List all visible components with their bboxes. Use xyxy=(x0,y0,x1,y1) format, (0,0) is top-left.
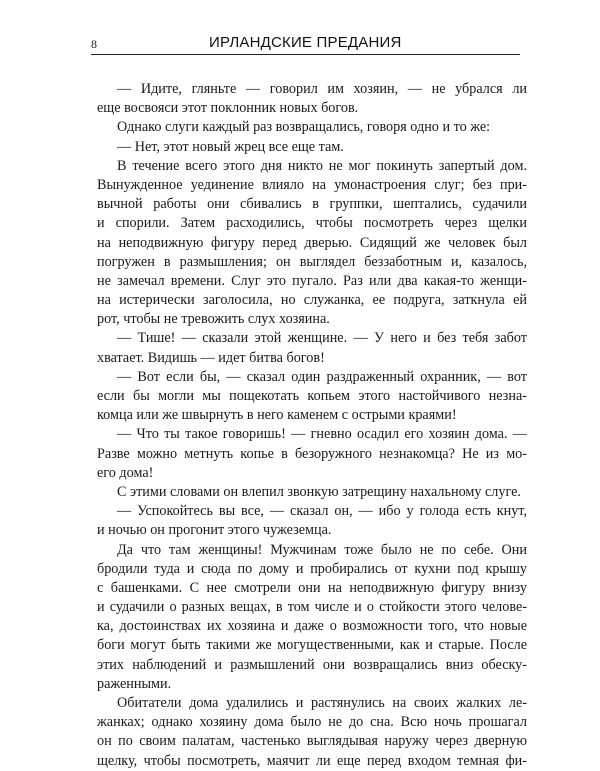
text-line: еще восвояси этот поклонник новых богов. xyxy=(97,100,359,117)
running-header xyxy=(91,34,520,55)
text-line: раженными. xyxy=(97,675,172,692)
text-line: если бы могли мы пощекотать копьем этого настойчивого незна- xyxy=(97,388,527,404)
text-line: Обитатели дома удалились и растянулись на своих жалких ле- xyxy=(117,695,527,711)
text-line: — Идите, гляньте — говорил им хозяин, — не убрался ли xyxy=(117,81,527,97)
text-line: на неподвижную фигуру перед дверью. Сидящий же человек был xyxy=(97,234,527,251)
text-line: его дома! xyxy=(97,464,154,481)
text-line: Вынужденное уединение влияло на умонастроения слуг; без при- xyxy=(97,176,527,193)
text-line: жанках; однако хозяину дома было не до сна. Всю ночь прошагал xyxy=(97,714,527,731)
text-line: с башенками. С нее смотрели они на неподвижную фигуру внизу xyxy=(97,579,527,596)
text-line: щелку, чтобы посмотреть, маячит ли еще перед входом темная фи- xyxy=(97,752,527,769)
text-line: — Вот если бы, — сказал один раздраженный охранник, — вот xyxy=(117,368,527,385)
book-title: ИРЛАНДСКИЕ ПРЕДАНИЯ xyxy=(209,34,402,51)
text-line: — Тише! — сказали этой женщине. — У него и без тебя забот xyxy=(117,330,527,347)
text-line: — Успокойтесь вы все, — сказал он, — ибо у голода есть кнут, xyxy=(117,503,527,520)
text-line: рот, чтобы не тревожить слух хозяина. xyxy=(97,311,330,328)
text-line: и ночью он прогонит этого чужеземца. xyxy=(97,522,332,539)
text-line: вычной работы они сбивались в группки, шептались, судачили xyxy=(97,196,527,213)
text-line: погружен в размышления; он выглядел беззаботным и, казалось, xyxy=(97,253,527,270)
text-line: Да что там женщины! Мужчинам тоже было не по себе. Они xyxy=(117,541,527,558)
text-line: В течение всего этого дня никто не мог покинуть запертый дом. xyxy=(117,157,527,174)
body-text xyxy=(97,80,527,771)
text-line: комца или же швырнуть в него каменем с острыми краями! xyxy=(97,407,457,424)
page-number: 8 xyxy=(91,37,97,51)
text-line: хватает. Видишь — идет битва богов! xyxy=(97,349,325,366)
text-line: Однако слуги каждый раз возвращались, говоря одно и то же: xyxy=(117,119,491,136)
text-line: на истерически заголосила, но служанка, ее подруга, заткнула ей xyxy=(97,292,527,309)
text-line: и судачили о разных вещах, в том числе и о стойкости этого челове- xyxy=(97,599,527,616)
text-line: он по своим палатам, частенько выглядывая наружу через дверную xyxy=(97,733,527,750)
text-line: С этими словами он влепил звонкую затрещину нахальному слуге. xyxy=(117,483,521,500)
text-line: Разве можно метнуть копье в безоружного незнакомца? Не из мо- xyxy=(97,445,527,462)
text-line: этих наблюдений и размышлений они возвращались вниз обеску- xyxy=(97,656,527,673)
text-line: — Нет, этот новый жрец все еще там. xyxy=(117,138,344,155)
text-line: ка, достоинствах их хозяина и даже о возможности того, что новые xyxy=(97,618,527,635)
text-line: боги могут быть такими же могущественными, как и старые. После xyxy=(97,637,527,654)
text-line: и спорили. Затем расходились, чтобы посмотреть через щелки xyxy=(97,215,527,232)
text-line: бродили туда и сюда по дому и пробирались от кухни под крышу xyxy=(97,560,527,577)
text-line: — Что ты такое говоришь! — гневно осадил его хозяин дома. — xyxy=(117,426,527,443)
text-line: не замечал времени. Слуг это пугало. Раз или два какая-то женщи- xyxy=(97,272,527,289)
